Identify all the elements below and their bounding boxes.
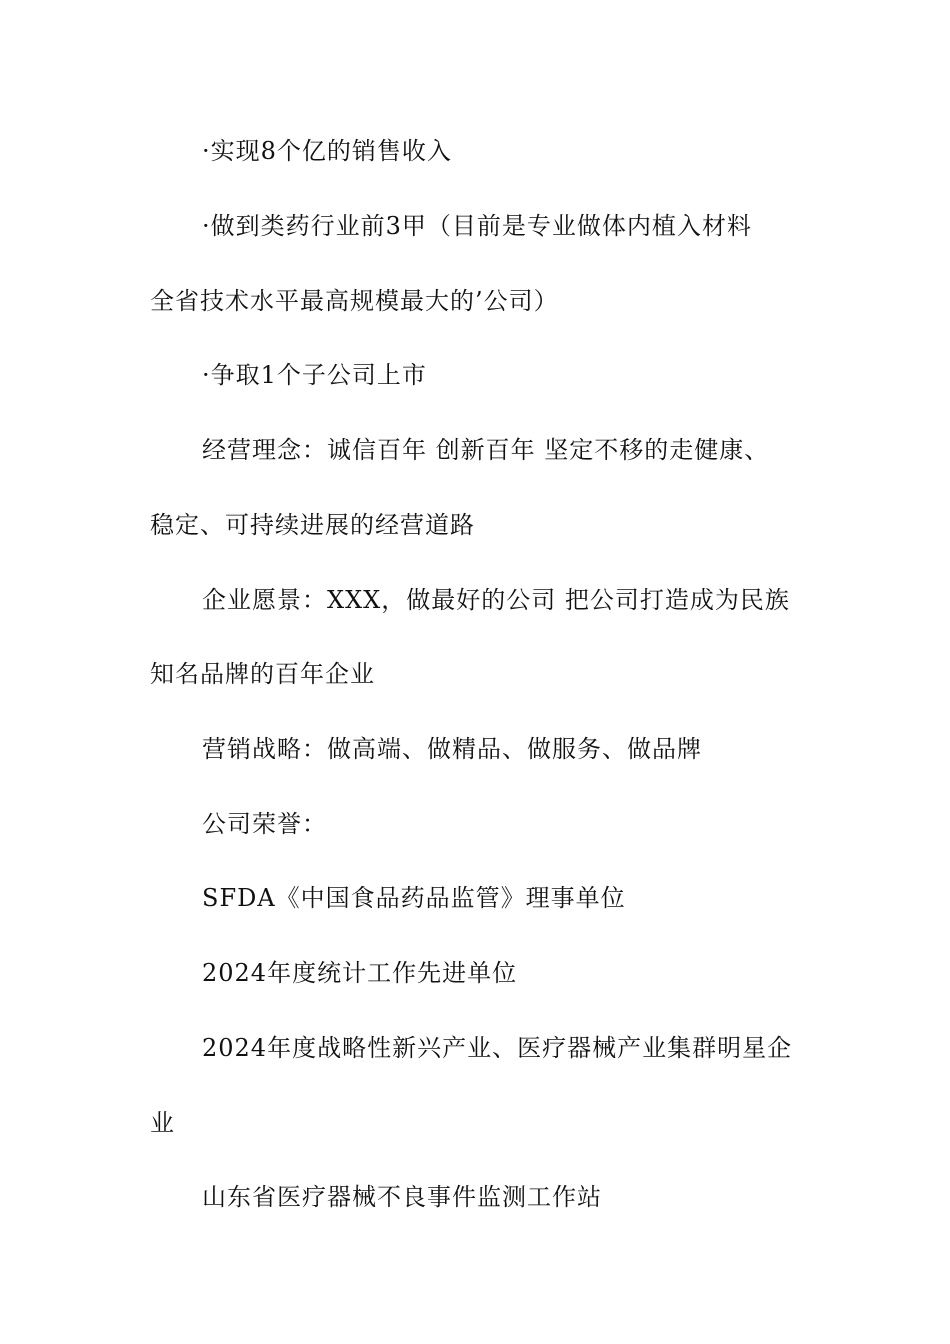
goal-industry-rank-continued: 全省技术水平最高规模最大的’公司） [150, 287, 559, 315]
honor-statistics-work: 2024年度统计工作先进单位 [202, 959, 518, 987]
honor-monitoring-station: 山东省医疗器械不良事件监测工作站 [202, 1183, 602, 1211]
business-philosophy: 经营理念：诚信百年 创新百年 坚定不移的走健康、 [202, 436, 770, 464]
corporate-vision: 企业愿景：XXX，做最好的公司 把公司打造成为民族 [202, 586, 790, 614]
company-honors-heading: 公司荣誉： [202, 810, 327, 838]
goal-sales-revenue: ·实现8个亿的销售收入 [202, 137, 452, 165]
business-philosophy-continued: 稳定、可持续进展的经营道路 [150, 511, 475, 539]
marketing-strategy: 营销战略：做高端、做精品、做服务、做品牌 [202, 735, 702, 763]
honor-star-enterprise-continued: 业 [150, 1109, 175, 1137]
goal-industry-rank: ·做到类药行业前3甲（目前是专业做体内植入材料 [202, 212, 752, 240]
honor-sfda-council: SFDA《中国食品药品监管》理事单位 [202, 884, 626, 912]
goal-subsidiary-listing: ·争取1个子公司上市 [202, 361, 427, 389]
honor-star-enterprise: 2024年度战略性新兴产业、医疗器械产业集群明星企 [202, 1034, 793, 1062]
corporate-vision-continued: 知名品牌的百年企业 [150, 660, 375, 688]
